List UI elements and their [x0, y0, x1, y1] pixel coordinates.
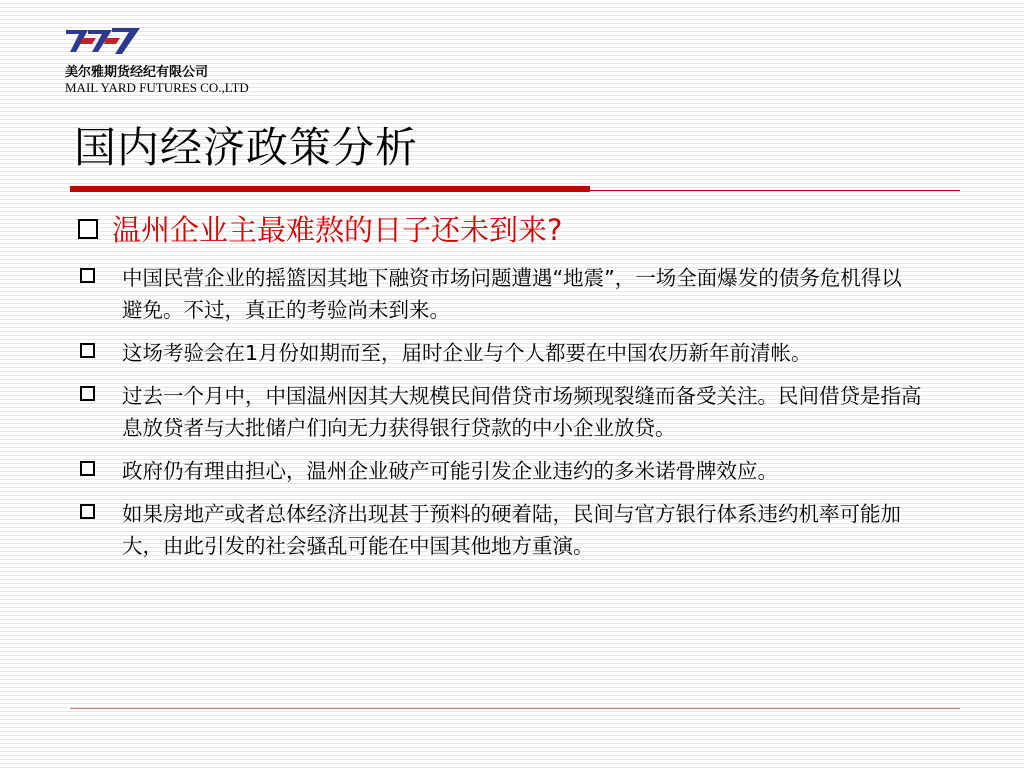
page-title: 国内经济政策分析	[74, 123, 419, 172]
title-underline-thick	[70, 186, 590, 192]
list-item	[78, 337, 948, 369]
square-bullet-icon	[80, 461, 95, 476]
bullet-text: 如果房地产或者总体经济出现甚于预料的硬着陆，民间与官方银行体系违约机率可能加大，由此引发的社会骚乱可能在中国其他地方重演。	[122, 502, 901, 558]
square-bullet-icon	[80, 343, 95, 358]
bullet-text: 这场考验会在1月份如期而至，届时企业与个人都要在中国农历新年前清帐。	[122, 341, 812, 365]
headline	[78, 208, 562, 249]
headline-text: 温州企业主最难熬的日子还未到来?	[112, 213, 563, 247]
list-item	[78, 380, 948, 444]
company-logo-icon	[62, 22, 152, 58]
bullet-text: 中国民营企业的摇篮因其地下融资市场问题遭遇“地震”，一场全面爆发的债务危机得以避免。不过，真正的考验尚未到来。	[122, 266, 902, 322]
bullet-text: 政府仍有理由担心，温州企业破产可能引发企业违约的多米诺骨牌效应。	[122, 459, 778, 483]
bullet-list	[78, 262, 948, 573]
square-bullet-icon	[78, 219, 98, 239]
bottom-divider	[70, 708, 960, 709]
list-item	[78, 455, 948, 487]
square-bullet-icon	[80, 504, 95, 519]
company-name-cn: 美尔雅期货经纪有限公司	[65, 65, 209, 80]
list-item	[78, 498, 948, 562]
company-name-en: MAIL YARD FUTURES CO.,LTD	[65, 80, 249, 95]
square-bullet-icon	[80, 386, 95, 401]
bullet-text: 过去一个月中，中国温州因其大规模民间借贷市场频现裂缝而备受关注。民间借贷是指高息放贷者与大批储户们向无力获得银行贷款的中小企业放贷。	[122, 384, 922, 440]
title-underline-thin	[590, 190, 960, 191]
list-item	[78, 262, 948, 326]
square-bullet-icon	[80, 268, 95, 283]
